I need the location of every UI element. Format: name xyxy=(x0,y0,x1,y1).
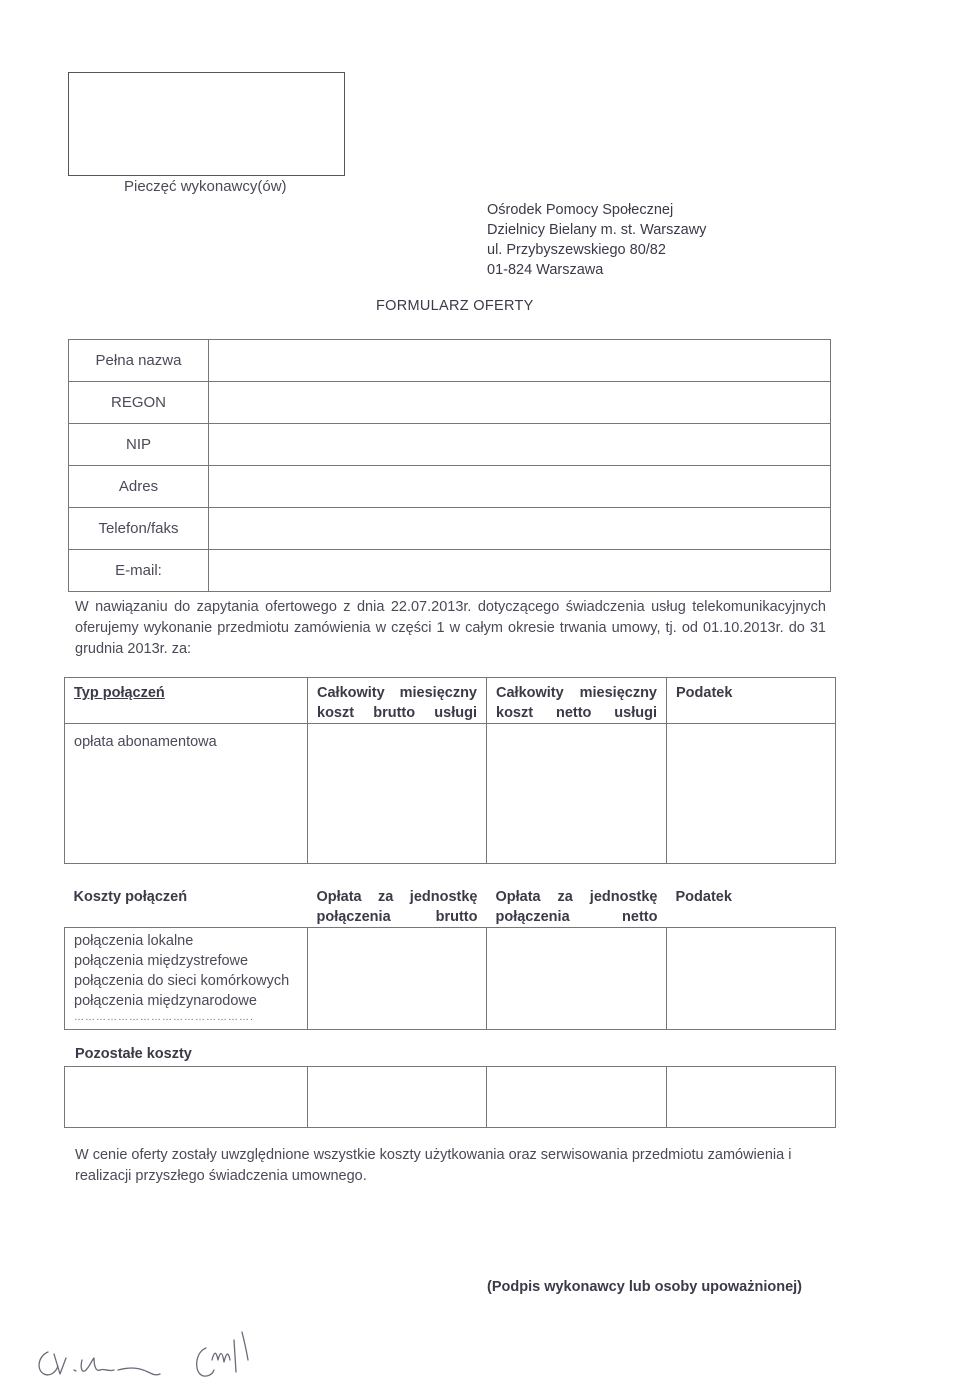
tax-cell[interactable] xyxy=(667,724,836,864)
other-costs-label: Pozostałe koszty xyxy=(75,1046,192,1062)
nip-field[interactable] xyxy=(209,424,831,466)
call-cost-table xyxy=(64,880,836,1030)
field-label: Adres xyxy=(69,466,209,508)
full-name-field[interactable] xyxy=(209,340,831,382)
field-label: NIP xyxy=(69,424,209,466)
call-types-list xyxy=(65,928,308,1030)
field-row-full-name xyxy=(69,340,831,382)
recipient-line-1: Ośrodek Pomocy Społecznej xyxy=(487,202,674,218)
column-header-connection-type: Typ połączeń xyxy=(65,678,308,724)
column-header-unit-net: Opłata za jednostkę połączenia netto xyxy=(495,889,658,925)
regon-field[interactable] xyxy=(209,382,831,424)
recipient-address xyxy=(487,200,706,280)
column-header-net-cost: Całkowity miesięczny koszt netto usługi xyxy=(487,678,667,724)
closing-paragraph: W cenie oferty zostały uwzględnione wszystkie koszty użytkowania oraz serwisowania przedmiotu zamówienia i realizacji przyszłego świadczenia umownego. xyxy=(75,1147,792,1184)
tax-cell[interactable] xyxy=(667,928,836,1030)
email-field[interactable] xyxy=(209,550,831,592)
other-costs-cell[interactable] xyxy=(65,1067,308,1128)
other-costs-table xyxy=(64,1066,836,1128)
row-label-subscription: opłata abonamentowa xyxy=(65,724,308,864)
contractor-info-table xyxy=(68,339,831,592)
column-header-gross-cost: Całkowity miesięczny koszt brutto usługi xyxy=(308,678,487,724)
list-item: połączenia międzynarodowe xyxy=(74,993,257,1009)
table-header-row xyxy=(65,880,836,928)
recipient-line-3: ul. Przybyszewskiego 80/82 xyxy=(487,242,666,258)
field-row-phone-fax xyxy=(69,508,831,550)
table-row xyxy=(65,928,836,1030)
subscription-cost-table xyxy=(64,677,836,864)
handwritten-signature xyxy=(30,1320,290,1395)
list-item: połączenia do sieci komórkowych xyxy=(74,973,290,989)
unit-net-cell[interactable] xyxy=(487,928,667,1030)
stamp-box xyxy=(68,72,345,176)
unit-gross-cell[interactable] xyxy=(308,928,487,1030)
recipient-line-2: Dzielnicy Bielany m. st. Warszawy xyxy=(487,222,707,238)
net-cost-cell[interactable] xyxy=(487,724,667,864)
column-header-call-costs: Koszty połączeń xyxy=(73,889,188,905)
phone-fax-field[interactable] xyxy=(209,508,831,550)
gross-cost-cell[interactable] xyxy=(308,724,487,864)
list-item: połączenia międzystrefowe xyxy=(74,953,249,969)
list-item: połączenia lokalne xyxy=(74,933,194,949)
field-row-nip xyxy=(69,424,831,466)
table-row xyxy=(65,1067,836,1128)
other-costs-cell[interactable] xyxy=(487,1067,667,1128)
field-label: Telefon/faks xyxy=(69,508,209,550)
field-row-email xyxy=(69,550,831,592)
field-label: Pełna nazwa xyxy=(69,340,209,382)
field-label: REGON xyxy=(69,382,209,424)
other-costs-cell[interactable] xyxy=(308,1067,487,1128)
table-header-row xyxy=(65,678,836,724)
column-header-tax: Podatek xyxy=(667,678,836,724)
field-label: E-mail: xyxy=(69,550,209,592)
table-row xyxy=(65,724,836,864)
dotted-line: …………………………………………. xyxy=(74,1012,254,1023)
intro-paragraph: W nawiązaniu do zapytania ofertowego z dnia 22.07.2013r. dotyczącego świadczenia usług telekomunikacyjnych oferujemy wykonanie przedmiotu zamówienia w części 1 w całym okresie trwania umowy, tj. od 01.10.2013r. do 31 grudnia 2013r. za: xyxy=(75,599,826,657)
stamp-label: Pieczęć wykonawcy(ów) xyxy=(124,178,287,195)
address-field[interactable] xyxy=(209,466,831,508)
recipient-line-4: 01-824 Warszawa xyxy=(487,262,604,278)
signature-label: (Podpis wykonawcy lub osoby upoważnionej) xyxy=(487,1279,802,1295)
column-header-unit-gross: Opłata za jednostkę połączenia brutto xyxy=(316,889,478,925)
form-title: FORMULARZ OFERTY xyxy=(376,298,534,314)
field-row-address xyxy=(69,466,831,508)
field-row-regon xyxy=(69,382,831,424)
other-costs-cell[interactable] xyxy=(667,1067,836,1128)
column-header-tax: Podatek xyxy=(675,889,732,905)
